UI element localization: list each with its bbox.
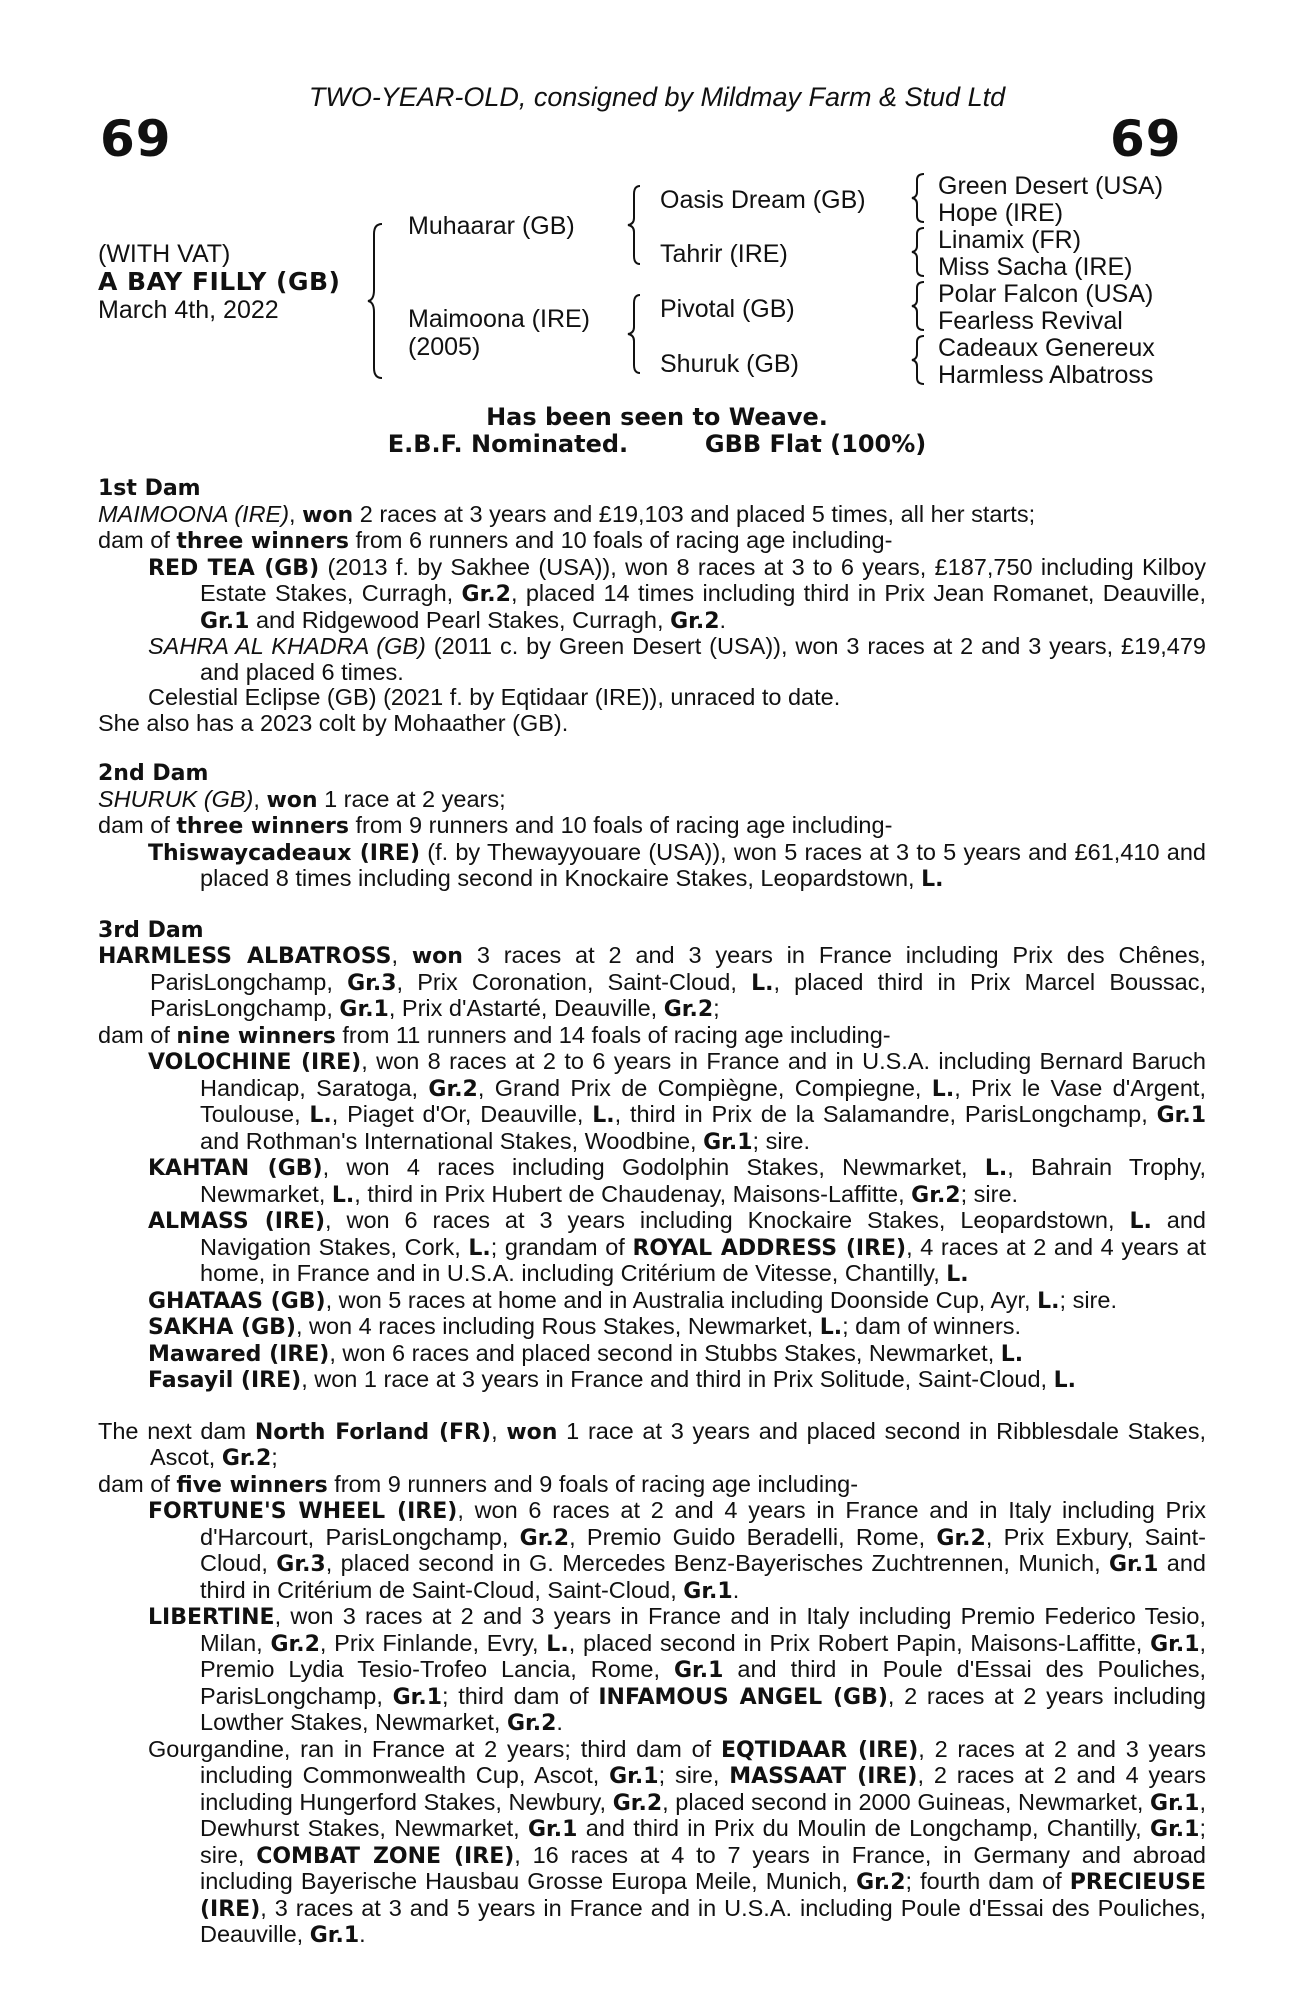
- third-dam-heading: 3rd Dam: [98, 917, 204, 943]
- nominations-line: [0, 430, 1314, 458]
- produce-entry: Celestial Eclipse (GB) (2021 f. by Eqtidaar (IRE)), unraced to date.: [148, 684, 841, 710]
- produce-entry: SAHRA AL KHADRA (GB) (2011 c. by Green Desert (USA)), won 3 races at 2 and 3 years, £19,479 and placed 6 times.: [148, 633, 1207, 685]
- dam-record-line: dam of three winners from 9 runners and 10 foals of racing age including-: [98, 812, 893, 839]
- pedigree-brace-dd: [910, 334, 928, 386]
- ggp-sire-dam-sire: Linamix (FR): [938, 226, 1082, 254]
- produce-entry: VOLOCHINE (IRE), won 8 races at 2 to 6 years in France and in U.S.A. including Bernard Baruch Handicap, Saratoga, Gr.2, Grand Prix de Compiègne, Compiegne, L., Prix le Vase d'Argent, Toulouse, L., Piaget d'Or, Deauville, L., third in Prix de la Salamandre, ParisLongchamp, Gr.1 and Rothman's International Stakes, Woodbine, Gr.1; sire.: [148, 1048, 1206, 1155]
- produce-entry: Thiswaycadeaux (IRE) (f. by Thewayyouare (USA)), won 5 races at 3 to 5 years and £61,410 and placed 8 times including second in Knockaire Stakes, Leopardstown, L.: [148, 838, 1206, 892]
- next-dam-produce: [98, 1498, 1206, 1949]
- sire-sire: Oasis Dream (GB): [660, 186, 866, 214]
- dam-record-line: dam of three winners from 6 runners and 10 foals of racing age including-: [98, 527, 893, 554]
- sire-name: Muhaarar (GB): [408, 212, 575, 240]
- produce-entry: ALMASS (IRE), won 6 races at 3 years including Knockaire Stakes, Leopardstown, L. and Navigation Stakes, Cork, L.; grandam of ROYAL ADDRESS (IRE), 4 races at 2 and 4 years at home, in France and in U.S.A. including Critérium de Vitesse, Chantilly, L.: [148, 1207, 1207, 1287]
- first-dam-heading: 1st Dam: [98, 476, 201, 501]
- first-dam-produce: [98, 555, 1206, 711]
- lot-number-right: 69: [1110, 110, 1182, 168]
- weave-note: Has been seen to Weave.: [486, 403, 828, 431]
- first-dam-footer: She also has a 2023 colt by Mohaather (GB).: [98, 709, 569, 736]
- pedigree-brace-main: [366, 222, 390, 380]
- produce-entry: FORTUNE'S WHEEL (IRE), won 6 races at 2 and 4 years in France and in Italy including Prix d'Harcourt, ParisLongchamp, Gr.2, Premio Guido Beradelli, Rome, Gr.2, Prix Exbury, Saint-Cloud, Gr.3, placed second in G. Mercedes Benz-Bayerisches Zuchtrennen, Munich, Gr.1 and third in Critérium de Saint-Cloud, Saint-Cloud, Gr.1.: [148, 1497, 1207, 1604]
- pedigree-brace-dam: [626, 293, 646, 375]
- ggp-dam-sire-sire: Polar Falcon (USA): [938, 280, 1154, 308]
- ggp-dam-dam-sire: Cadeaux Genereux: [938, 334, 1155, 362]
- next-dam-lead: The next dam North Forland (FR), won 1 race at 3 years and placed second in Ribblesdale Stakes, Ascot, Gr.2;: [98, 1417, 1207, 1471]
- dam-dam: Shuruk (GB): [660, 350, 799, 378]
- pedigree-brace-sire: [626, 184, 646, 266]
- ggp-dam-sire-dam: Fearless Revival: [938, 307, 1123, 335]
- next-dam-dam-of: dam of five winners from 9 runners and 9 foals of racing age including-: [98, 1470, 859, 1498]
- family-section: [98, 476, 1206, 1949]
- third-dam-dam-of: dam of nine winners from 11 runners and 14 foals of racing age including-: [98, 1021, 891, 1049]
- pedigree-brace-ds: [910, 280, 928, 332]
- foaling-date: March 4th, 2022: [98, 296, 279, 324]
- dam-record-line: MAIMOONA (IRE), won 2 races at 3 years and £19,103 and placed 5 times, all her starts;: [98, 500, 1036, 528]
- consignor-line: TWO-YEAR-OLD, consigned by Mildmay Farm & Stud Ltd: [308, 82, 1006, 112]
- ggp-sire-sire-dam: Hope (IRE): [938, 199, 1064, 227]
- vat-label: (WITH VAT): [98, 240, 231, 268]
- produce-entry: Mawared (IRE), won 6 races and placed second in Stubbs Stakes, Newmarket, L.: [148, 1339, 1024, 1367]
- dam-name: Maimoona (IRE): [408, 305, 590, 333]
- dam-year: (2005): [408, 333, 481, 361]
- produce-entry: KAHTAN (GB), won 4 races including Godolphin Stakes, Newmarket, L., Bahrain Trophy, Newmarket, L., third in Prix Hubert de Chaudenay, Maisons-Laffitte, Gr.2; sire.: [148, 1154, 1206, 1208]
- ebf-note: E.B.F. Nominated.: [387, 430, 629, 458]
- ggp-sire-sire-sire: Green Desert (USA): [938, 172, 1164, 200]
- dam-sire: Pivotal (GB): [660, 295, 795, 323]
- lot-number-left: 69: [100, 110, 172, 168]
- produce-entry: SAKHA (GB), won 4 races including Rous Stakes, Newmarket, L.; dam of winners.: [148, 1313, 1022, 1340]
- third-dam-produce: [98, 1049, 1206, 1394]
- dam-record-line: SHURUK (GB), won 1 race at 2 years;: [98, 785, 506, 813]
- second-dam-heading: 2nd Dam: [98, 761, 209, 786]
- ggp-dam-dam-dam: Harmless Albatross: [938, 361, 1154, 389]
- produce-entry: Gourgandine, ran in France at 2 years; third dam of EQTIDAAR (IRE), 2 races at 2 and 3 years including Commonwealth Cup, Ascot, Gr.1; sire, MASSAAT (IRE), 2 races at 2 and 4 years including Hungerford Stakes, Newbury, Gr.2, placed second in 2000 Guineas, Newmarket, Gr.1, Dewhurst Stakes, Newmarket, Gr.1 and third in Prix du Moulin de Longchamp, Chantilly, Gr.1; sire, COMBAT ZONE (IRE), 16 races at 4 to 7 years in France, in Germany and abroad including Bayerische Hausbau Grosse Europa Meile, Munich, Gr.2; fourth dam of PRECIEUSE (IRE), 3 races at 3 and 5 years in France and in U.S.A. including Poule d'Essai des Pouliches, Deauville, Gr.1.: [148, 1735, 1206, 1948]
- horse-name: A BAY FILLY (GB): [98, 267, 341, 296]
- pedigree-brace-ss: [910, 172, 928, 224]
- first-dam-lines: [98, 502, 1206, 555]
- gbb-note: GBB Flat (100%): [704, 430, 927, 458]
- pedigree-brace-sd: [910, 226, 928, 278]
- third-dam-lead: HARMLESS ALBATROSS, won 3 races at 2 and 3 years in France including Prix des Chênes, ParisLongchamp, Gr.3, Prix Coronation, Saint-Cloud, L., placed third in Prix Marcel Boussac, ParisLongchamp, Gr.1, Prix d'Astarté, Deauville, Gr.2;: [98, 942, 1207, 1022]
- sire-dam: Tahrir (IRE): [660, 240, 788, 268]
- produce-entry: RED TEA (GB) (2013 f. by Sakhee (USA)), won 8 races at 3 to 6 years, £187,750 including Kilboy Estate Stakes, Curragh, Gr.2, placed 14 times including third in Prix Jean Romanet, Deauville, Gr.1 and Ridgewood Pearl Stakes, Curragh, Gr.2.: [148, 553, 1207, 634]
- produce-entry: Fasayil (IRE), won 1 race at 3 years in France and third in Prix Solitude, Saint-Cloud, L.: [148, 1366, 1076, 1393]
- ggp-sire-dam-dam: Miss Sacha (IRE): [938, 253, 1133, 281]
- second-dam-lines: [98, 787, 1206, 840]
- produce-entry: LIBERTINE, won 3 races at 2 and 3 years in France and in Italy including Premio Federico Tesio, Milan, Gr.2, Prix Finlande, Evry, L., placed second in Prix Robert Papin, Maisons-Laffitte, Gr.1, Premio Lydia Tesio-Trofeo Lancia, Rome, Gr.1 and third in Poule d'Essai des Pouliches, ParisLongchamp, Gr.1; third dam of INFAMOUS ANGEL (GB), 2 races at 2 years including Lowther Stakes, Newmarket, Gr.2.: [148, 1603, 1207, 1736]
- produce-entry: GHATAAS (GB), won 5 races at home and in Australia including Doonside Cup, Ayr, L.; sire.: [148, 1286, 1117, 1314]
- second-dam-produce: [98, 840, 1206, 893]
